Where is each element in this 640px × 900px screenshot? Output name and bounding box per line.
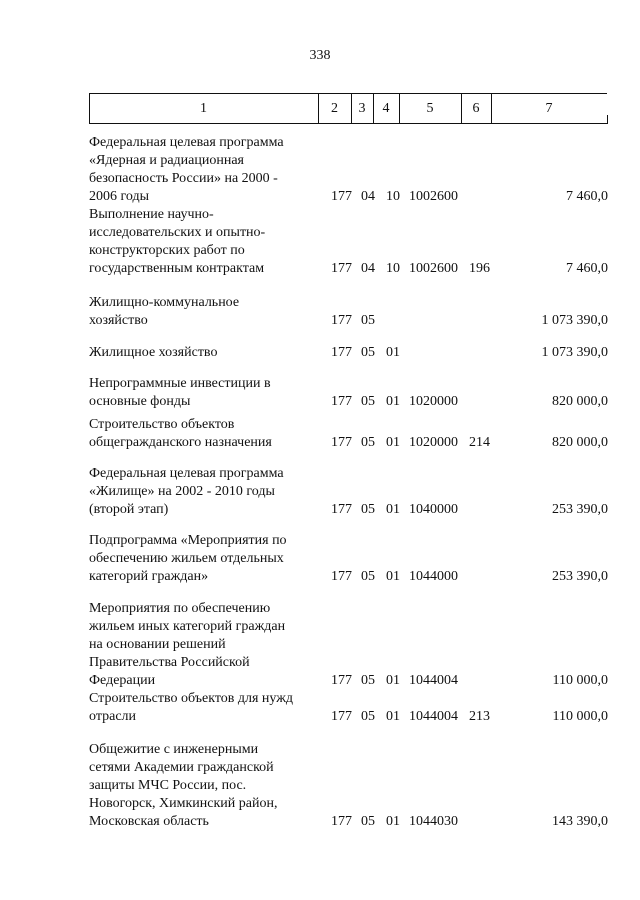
code-c3: 04: [361, 189, 375, 204]
amount: 820 000,0: [552, 394, 608, 409]
table-row: [0, 375, 640, 411]
code-c5: 1044004: [409, 709, 458, 724]
description-line: Жилищное хозяйство: [89, 345, 218, 360]
description-line: Московская область: [89, 814, 209, 829]
code-c5: 1044030: [409, 814, 458, 829]
description-line: Мероприятия по обеспечению: [89, 601, 271, 616]
amount: 253 390,0: [552, 569, 608, 584]
code-c3: 05: [361, 394, 375, 409]
description-line: Федеральная целевая программа: [89, 466, 284, 481]
table-row: [0, 465, 640, 519]
amount: 1 073 390,0: [541, 313, 608, 328]
table-row: [0, 134, 640, 206]
description-line: общегражданского назначения: [89, 435, 272, 450]
header-col-6: 6: [472, 101, 480, 116]
page-number: 338: [309, 48, 331, 63]
description-line: защиты МЧС России, пос.: [89, 778, 247, 793]
code-c4: 01: [386, 345, 400, 360]
code-c5: 1020000: [409, 394, 458, 409]
code-c4: 10: [386, 189, 400, 204]
code-c5: 1002600: [409, 261, 458, 276]
code-c5: 1044004: [409, 673, 458, 688]
row-description: [89, 206, 319, 278]
row-description: [89, 416, 319, 452]
code-c3: 05: [361, 673, 375, 688]
code-c3: 04: [361, 261, 375, 276]
code-c2: 177: [331, 345, 352, 360]
description-line: Подпрограмма «Мероприятия по: [89, 533, 287, 548]
code-c5: 1020000: [409, 435, 458, 450]
description-line: хозяйство: [89, 313, 148, 328]
code-c3: 05: [361, 814, 375, 829]
code-c3: 05: [361, 709, 375, 724]
description-line: Федерации: [89, 673, 156, 688]
description-line: Правительства Российской: [89, 655, 250, 670]
description-line: обеспечению жильем отдельных: [89, 551, 284, 566]
row-description: [89, 532, 319, 586]
description-line: категорий граждан»: [89, 569, 209, 584]
code-c5: 1002600: [409, 189, 458, 204]
description-line: Общежитие с инженерными: [89, 742, 259, 757]
table-row: [0, 741, 640, 831]
code-c5: 1040000: [409, 502, 458, 517]
amount: 143 390,0: [552, 814, 608, 829]
amount: 7 460,0: [566, 261, 608, 276]
description-line: (второй этап): [89, 502, 169, 517]
code-c2: 177: [331, 673, 352, 688]
row-description: [89, 465, 319, 519]
code-c2: 177: [331, 569, 352, 584]
code-c6: 196: [469, 261, 490, 276]
code-c3: 05: [361, 569, 375, 584]
description-line: конструкторских работ по: [89, 243, 245, 258]
code-c3: 05: [361, 345, 375, 360]
description-line: Строительство объектов: [89, 417, 235, 432]
amount: 1 073 390,0: [541, 345, 608, 360]
code-c5: [409, 312, 469, 330]
header-col-4: 4: [382, 101, 390, 116]
description-line: Федеральная целевая программа: [89, 135, 284, 150]
code-c2: 177: [331, 814, 352, 829]
description-line: «Ядерная и радиационная: [89, 153, 244, 168]
row-description: [89, 294, 319, 330]
code-c4: [386, 312, 408, 330]
code-c4: 01: [386, 673, 400, 688]
table-row: [0, 532, 640, 586]
header-col-3: 3: [358, 101, 366, 116]
table-row: [0, 690, 640, 726]
description-line: государственным контрактам: [89, 261, 265, 276]
header-col-1: 1: [200, 101, 207, 116]
code-c2: 177: [331, 394, 352, 409]
code-c5: [409, 344, 469, 362]
code-c5: 1044000: [409, 569, 458, 584]
description-line: Строительство объектов для нужд: [89, 691, 294, 706]
amount: 7 460,0: [566, 189, 608, 204]
row-description: [89, 344, 319, 362]
description-line: на основании решений: [89, 637, 226, 652]
amount: 820 000,0: [552, 435, 608, 450]
description-line: отрасли: [89, 709, 137, 724]
row-description: [89, 375, 319, 411]
description-line: Выполнение научно-: [89, 207, 214, 222]
table-row: [0, 416, 640, 452]
header-col-2: 2: [331, 101, 338, 116]
table-row: [0, 344, 640, 362]
code-c4: 01: [386, 502, 400, 517]
code-c4: 01: [386, 569, 400, 584]
header-col-7: 7: [545, 101, 553, 116]
row-description: [89, 134, 319, 206]
amount: 253 390,0: [552, 502, 608, 517]
description-line: 2006 годы: [89, 189, 150, 204]
code-c4: 01: [386, 709, 400, 724]
header-col-5: 5: [426, 101, 434, 116]
description-line: Новогорск, Химкинский район,: [89, 796, 278, 811]
code-c2: 177: [331, 261, 352, 276]
code-c4: 10: [386, 261, 400, 276]
table-row: [0, 600, 640, 690]
code-c2: 177: [331, 435, 352, 450]
code-c6: 213: [469, 709, 490, 724]
code-c3: 05: [361, 502, 375, 517]
code-c4: 01: [386, 394, 400, 409]
table-row: [0, 294, 640, 330]
code-c4: 01: [386, 814, 400, 829]
code-c6: 214: [469, 435, 490, 450]
code-c4: 01: [386, 435, 400, 450]
description-line: Непрограммные инвестиции в: [89, 376, 271, 391]
code-c2: 177: [331, 502, 352, 517]
description-line: жильем иных категорий граждан: [89, 619, 286, 634]
code-c2: 177: [331, 709, 352, 724]
code-c3: 05: [361, 313, 375, 328]
code-c2: 177: [331, 313, 352, 328]
row-description: [89, 690, 319, 726]
amount: 110 000,0: [552, 709, 608, 724]
description-line: исследовательских и опытно-: [89, 225, 266, 240]
description-line: сетями Академии гражданской: [89, 760, 274, 775]
row-description: [89, 741, 319, 831]
code-c2: 177: [331, 189, 352, 204]
description-line: безопасность России» на 2000 -: [89, 171, 278, 186]
table-row: [0, 206, 640, 278]
row-description: [89, 600, 319, 690]
amount: 110 000,0: [552, 673, 608, 688]
description-line: основные фонды: [89, 394, 191, 409]
description-line: «Жилище» на 2002 - 2010 годы: [89, 484, 275, 499]
code-c3: 05: [361, 435, 375, 450]
description-line: Жилищно-коммунальное: [89, 295, 240, 310]
